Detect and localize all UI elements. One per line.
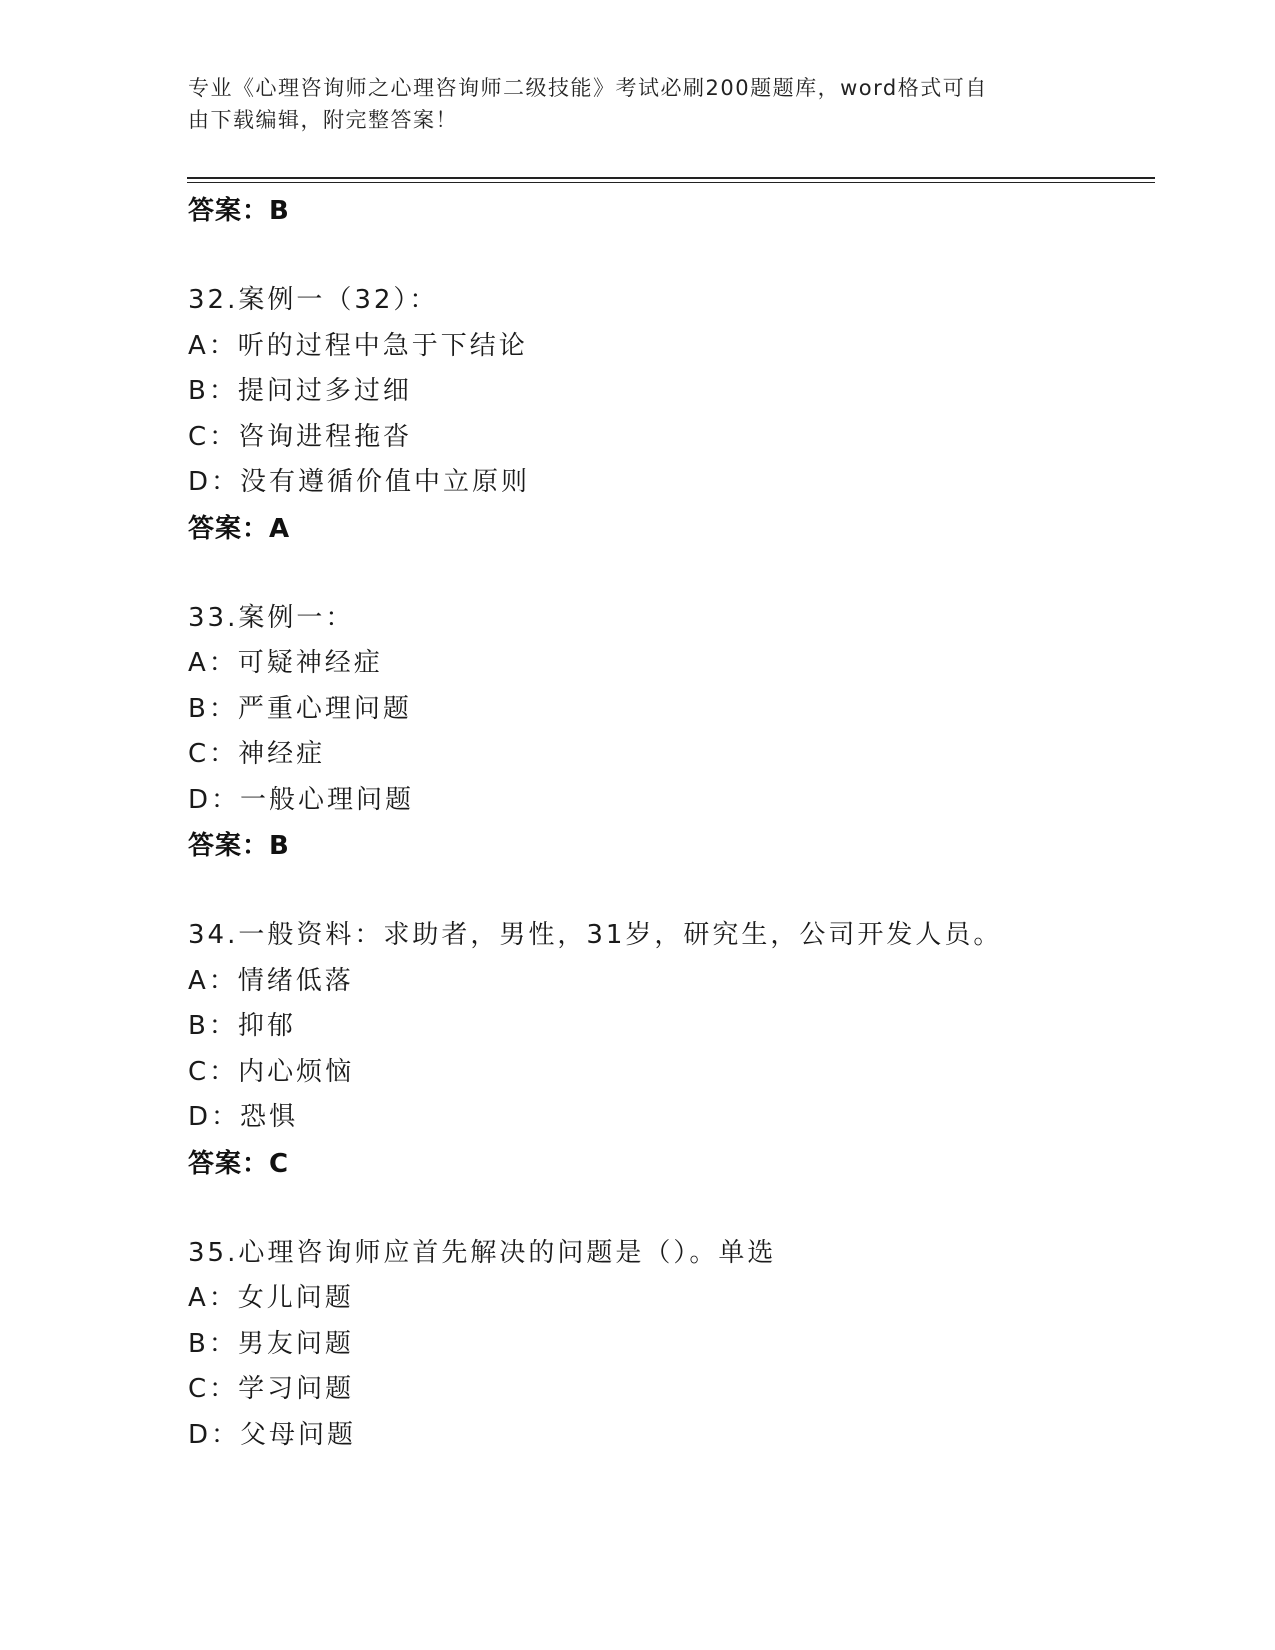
option-d: D：一般心理问题 xyxy=(188,784,415,815)
option-a: A：听的过程中急于下结论 xyxy=(188,330,528,361)
option-b: B：抑郁 xyxy=(188,1011,296,1041)
question-stem: 33.案例一： xyxy=(188,602,355,633)
question-block-34 xyxy=(188,913,1148,1187)
question-stem: 32.案例一（32）： xyxy=(188,285,439,315)
option-a: A：情绪低落 xyxy=(188,965,354,996)
option-d: D：父母问题 xyxy=(188,1419,357,1450)
question-list xyxy=(188,188,1148,1458)
answer-line: 答案：A xyxy=(188,513,291,544)
header-divider xyxy=(187,177,1155,183)
question-stem: 35.心理咨询师应首先解决的问题是（）。单选 xyxy=(188,1237,777,1268)
option-a: A：女儿问题 xyxy=(188,1283,354,1313)
option-a: A：可疑神经症 xyxy=(188,648,383,678)
option-b: B：男友问题 xyxy=(188,1328,354,1359)
answer-line: 答案：B xyxy=(188,196,290,226)
option-c: C：神经症 xyxy=(188,739,326,769)
option-c: C：学习问题 xyxy=(188,1374,355,1404)
option-d: D：没有遵循价值中立原则 xyxy=(188,467,531,497)
document-header xyxy=(188,72,1068,136)
answer-line: 答案：B xyxy=(188,831,290,861)
option-d: D：恐惧 xyxy=(188,1102,299,1132)
option-c: C：咨询进程拖沓 xyxy=(188,421,413,452)
question-block-32 xyxy=(188,278,1148,552)
question-stem: 34.一般资料：求助者，男性，31岁，研究生，公司开发人员。 xyxy=(188,920,1003,950)
option-b: B：严重心理问题 xyxy=(188,693,412,724)
option-c: C：内心烦恼 xyxy=(188,1056,355,1087)
question-block-33 xyxy=(188,596,1148,870)
header-line-1: 专业《心理咨询师之心理咨询师二级技能》考试必刷200题题库，word格式可自 xyxy=(188,76,988,100)
answer-line: 答案：C xyxy=(188,1148,290,1179)
header-line-2: 由下载编辑，附完整答案！ xyxy=(188,108,458,132)
option-b: B：提问过多过细 xyxy=(188,376,412,406)
question-block-35 xyxy=(188,1231,1148,1459)
